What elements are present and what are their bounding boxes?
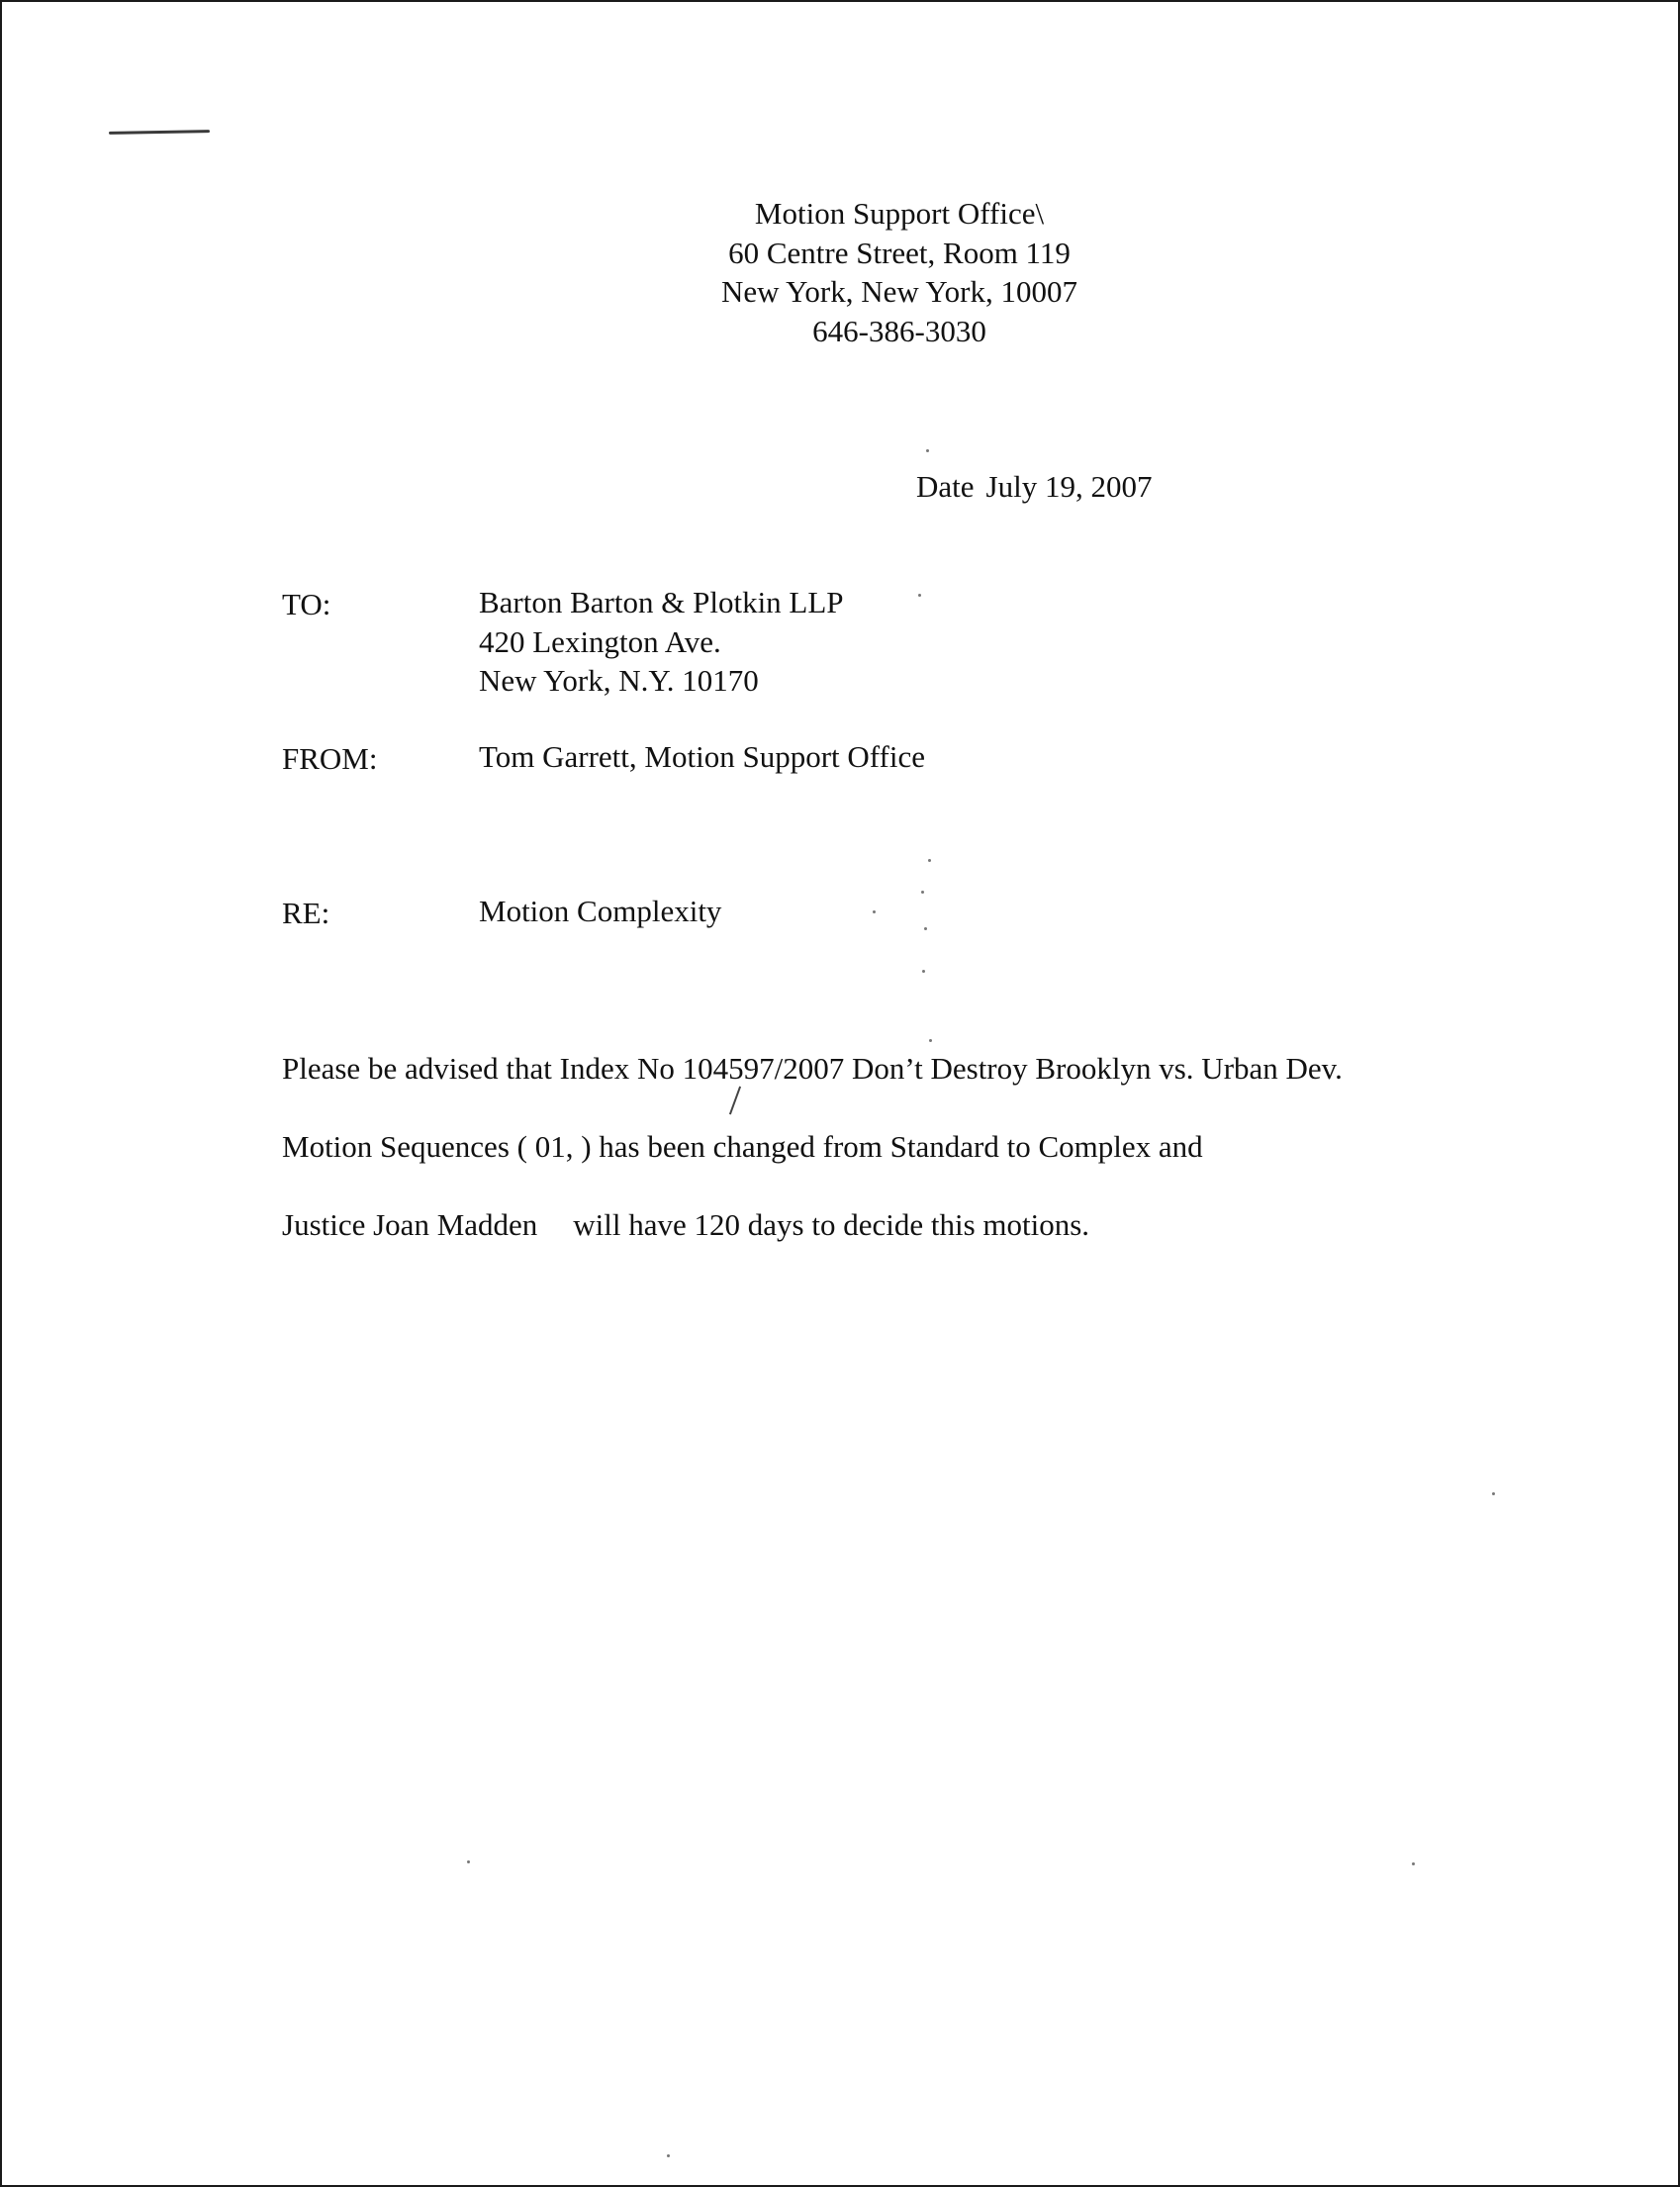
from-label: FROM: (282, 741, 378, 776)
scan-speck (873, 910, 876, 913)
body-line-1: Please be advised that Index No 104597/2007 Don’t Destroy Brooklyn vs. Urban Dev. (282, 1051, 1343, 1086)
body-line-3 (282, 1207, 1089, 1243)
body-line-2: Motion Sequences ( 01, ) has been changed from Standard to Complex and (282, 1129, 1203, 1164)
scan-speck (1412, 1862, 1415, 1865)
to-city: New York, N.Y. 10170 (479, 663, 759, 698)
justice-name: Justice Joan Madden (282, 1207, 538, 1242)
re-value: Motion Complexity (479, 894, 722, 928)
letterhead-office: Motion Support Office\ (754, 196, 1045, 231)
to-street: 420 Lexington Ave. (479, 623, 721, 659)
letterhead (2, 194, 1678, 350)
scan-speck (926, 449, 929, 452)
letterhead-phone: 646-386-3030 (812, 313, 986, 348)
date-label: Date (916, 469, 975, 504)
scan-speck (921, 891, 924, 894)
scan-speck (918, 594, 921, 597)
letterhead-city: New York, New York, 10007 (721, 274, 1077, 309)
scan-speck (1492, 1492, 1495, 1495)
to-address (479, 583, 844, 701)
re-label: RE: (282, 896, 330, 930)
to-recipient: Barton Barton & Plotkin LLP (479, 585, 844, 619)
body-line-3-rest: will have 120 days to decide this motions. (573, 1207, 1090, 1242)
scan-speck (467, 1860, 470, 1863)
from-value: Tom Garrett, Motion Support Office (479, 739, 925, 774)
date-value: July 19, 2007 (985, 469, 1153, 504)
to-label: TO: (282, 587, 331, 621)
letterhead-street: 60 Centre Street, Room 119 (728, 235, 1071, 270)
scan-speck (667, 2154, 670, 2157)
handwritten-slash-mark (729, 1087, 741, 1115)
scan-speck (929, 1039, 932, 1042)
scan-artifact-mark (109, 130, 210, 135)
scan-speck (922, 970, 925, 973)
scan-speck (928, 859, 931, 862)
date-line (916, 469, 1152, 505)
scan-speck (924, 927, 927, 930)
